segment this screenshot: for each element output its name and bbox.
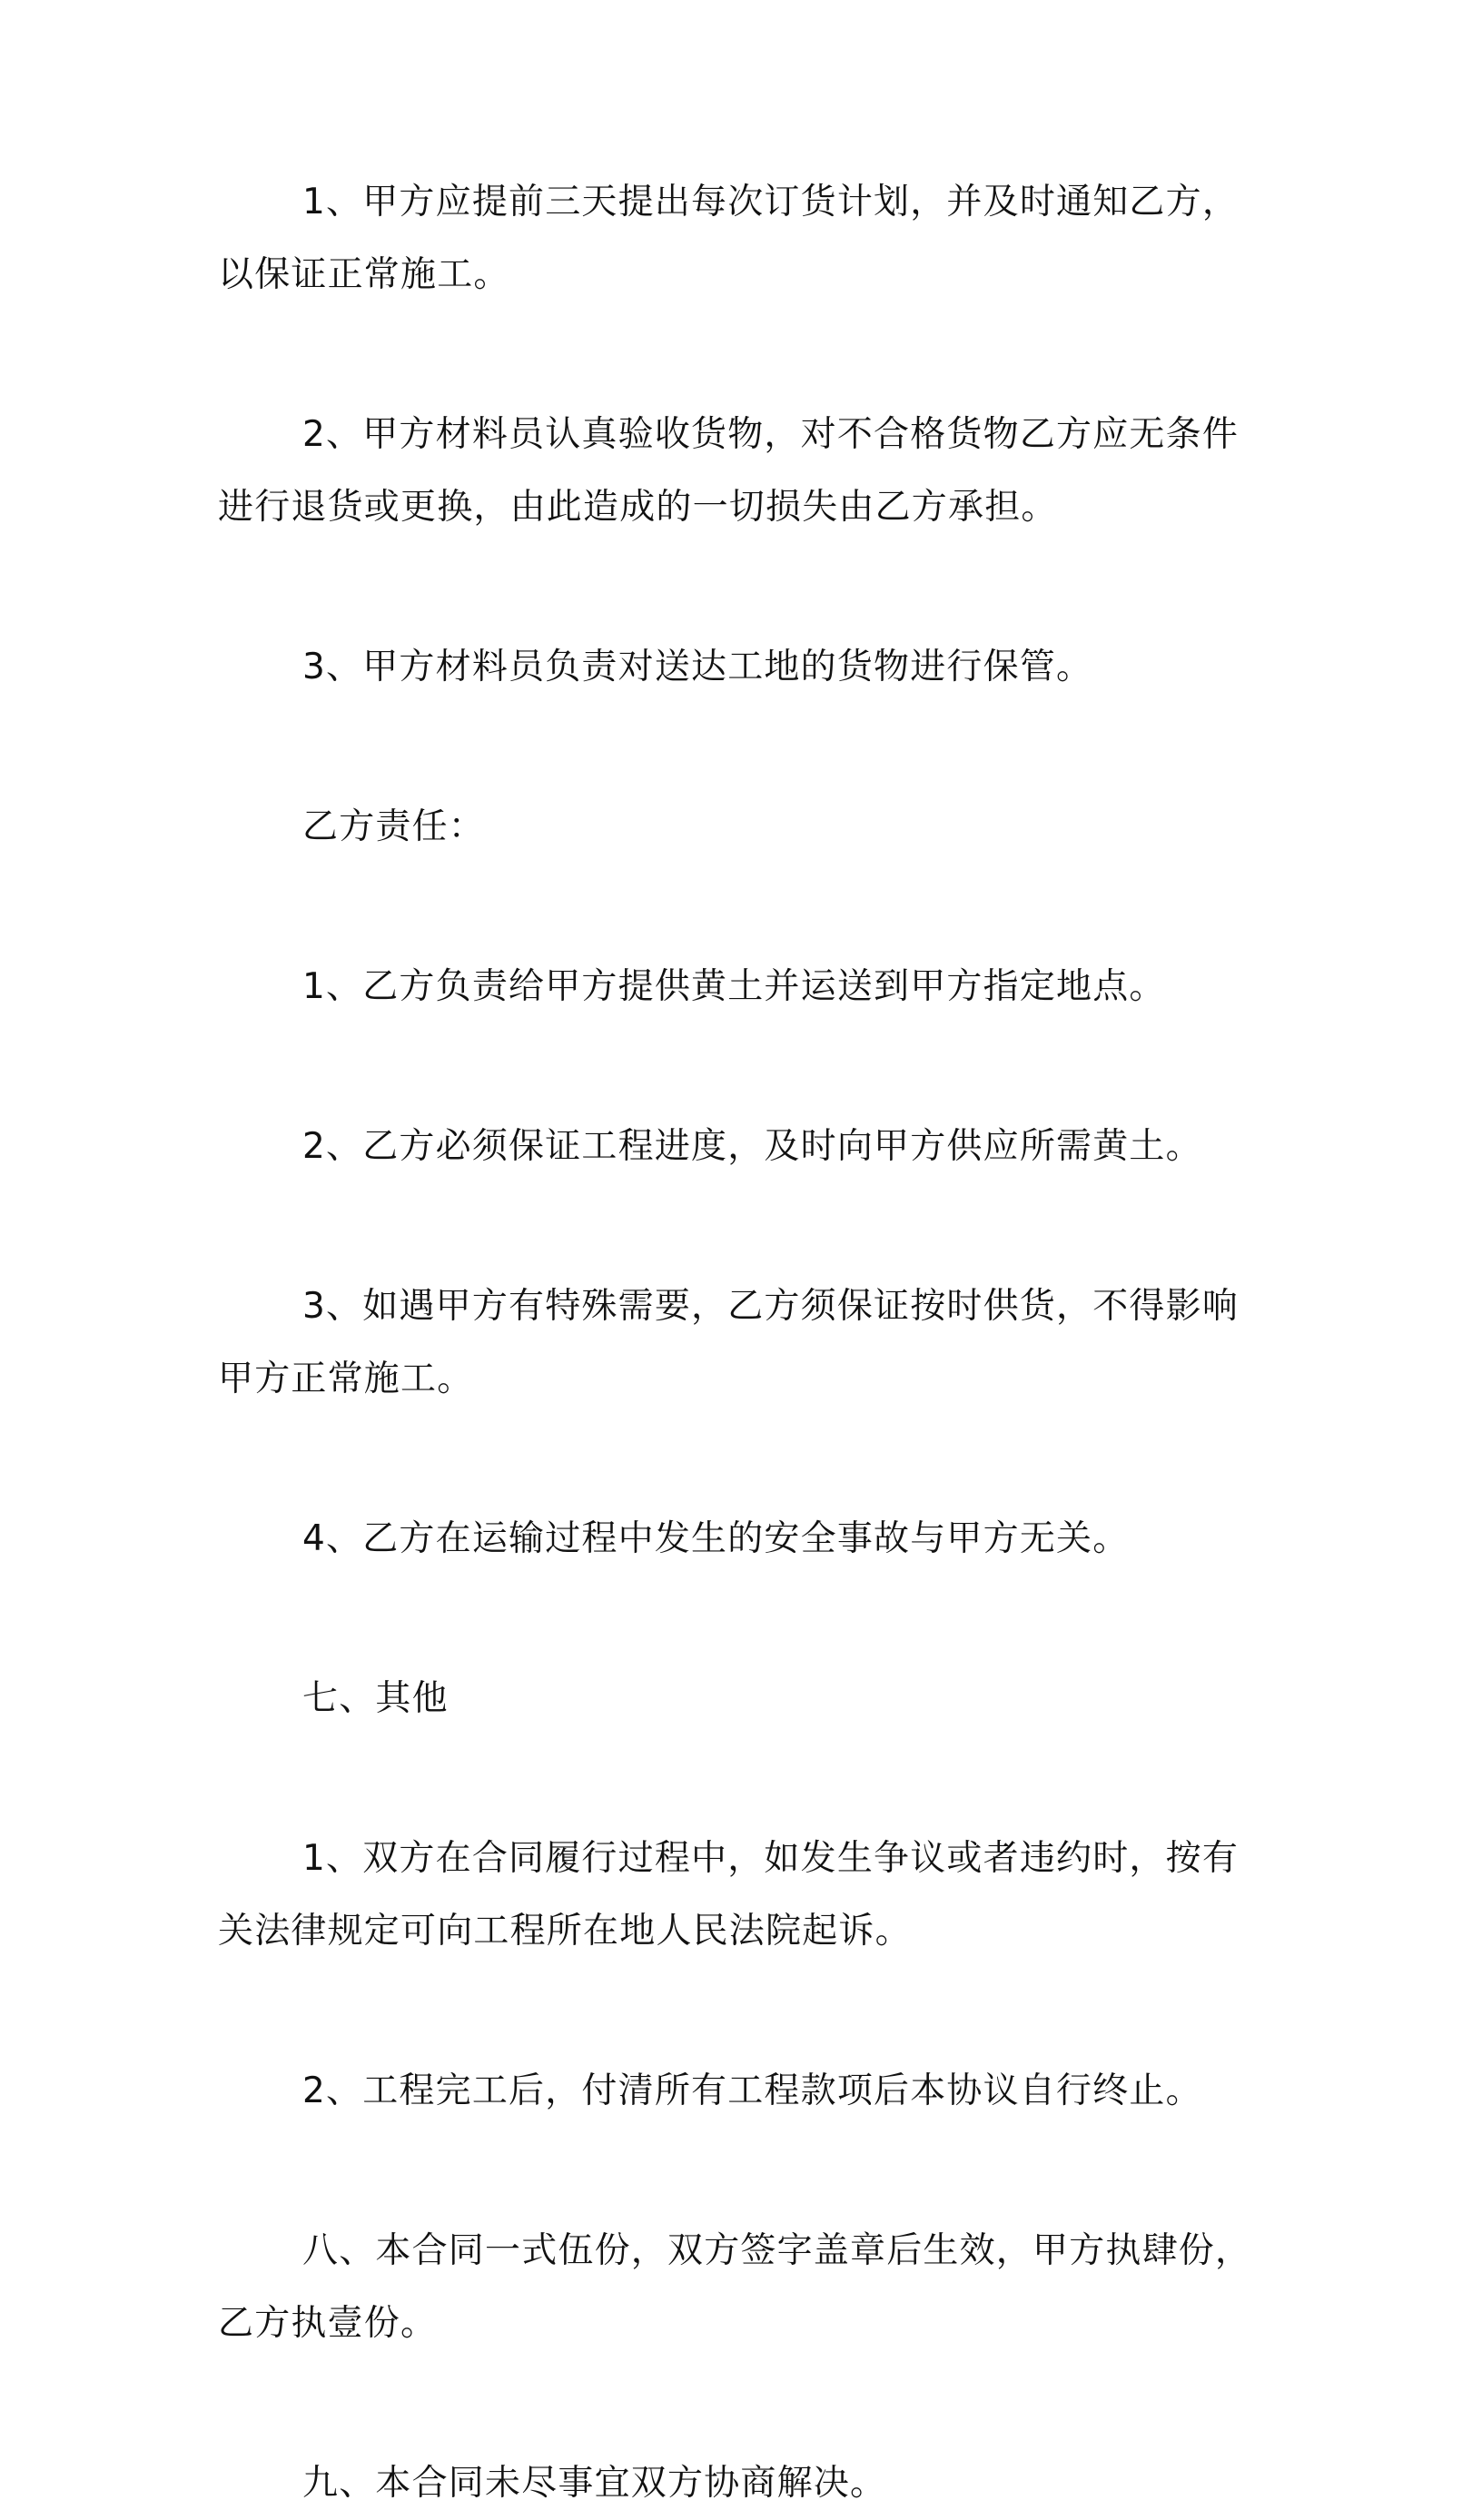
document-body: [218, 166, 1253, 2520]
clause-agreement-termination: 2、工程完工后，付清所有工程款项后本协议自行终止。: [302, 2070, 1202, 2111]
section-heading-party-b-duties: 乙方责任：: [302, 806, 486, 847]
clause-party-a-custody: 3、甲方材料员负责对送达工地的货物进行保管。: [302, 647, 1093, 687]
clause-dispute-resolution: 1、双方在合同履行过程中，如发生争议或者违约时，按有关法律规定可向工程所在地人民法院起诉。: [218, 1838, 1240, 1952]
clause-party-b-schedule: 2、乙方必须保证工程进度，及时向甲方供应所需黄土。: [302, 1126, 1202, 1167]
clause-party-b-special-needs: 3、如遇甲方有特殊需要，乙方须保证按时供货，不得影响甲方正常施工。: [218, 1286, 1240, 1399]
section-contract-copies: 八、本合同一式伍份，双方签字盖章后生效，甲方执肆份，乙方执壹份。: [218, 2230, 1252, 2344]
clause-party-b-transport-safety: 4、乙方在运输过程中发生的安全事故与甲方无关。: [302, 1518, 1130, 1559]
clause-party-a-inspection: 2、甲方材料员认真验收货物，对不合格货物乙方应无条件进行退货或更换，由此造成的一切损失由乙方承担。: [218, 414, 1240, 528]
clause-party-b-supply: 1、乙方负责给甲方提供黄土并运送到甲方指定地点。: [302, 966, 1166, 1007]
section-unresolved-matters: 九、本合同未尽事宜双方协商解决。: [302, 2463, 887, 2504]
clause-party-a-order-plan: 1、甲方应提前三天提出每次订货计划，并及时通知乙方，以保证正常施工。: [218, 182, 1240, 295]
section-heading-other: 七、其他: [302, 1678, 449, 1719]
